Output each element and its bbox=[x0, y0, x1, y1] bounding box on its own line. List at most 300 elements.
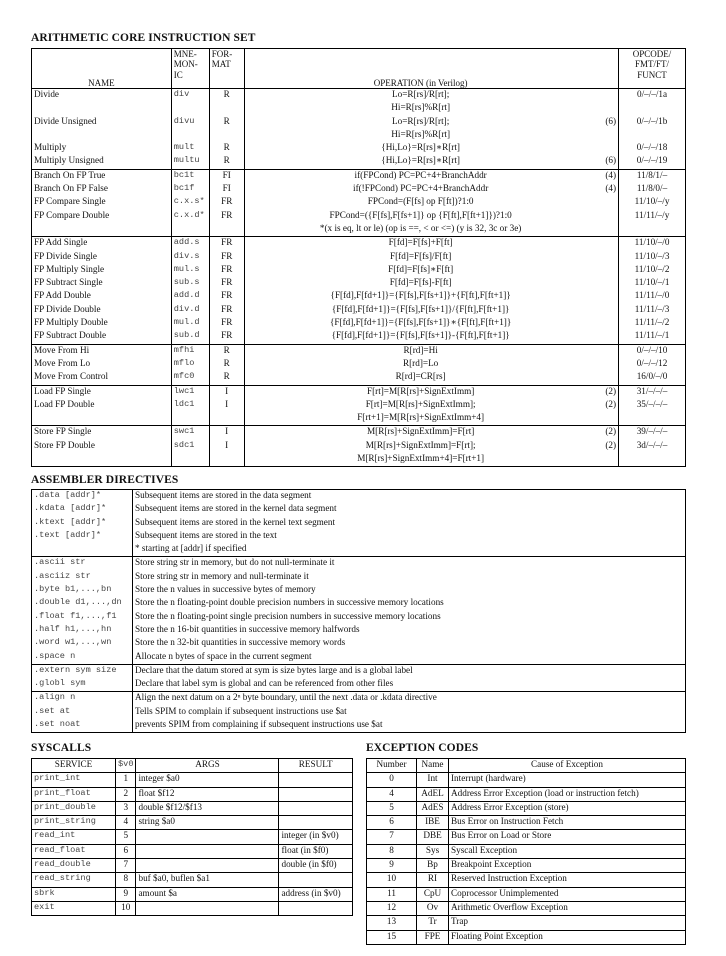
directive-row bbox=[32, 571, 686, 584]
instruction-row bbox=[32, 426, 686, 440]
instruction-mnemonic: add.s bbox=[171, 237, 209, 251]
directive-description: prevents SPIM from complaining if subsequent instructions use $at bbox=[135, 719, 383, 730]
directives-title: ASSEMBLER DIRECTIVES bbox=[31, 474, 179, 486]
instruction-mnemonic bbox=[171, 453, 209, 467]
directive-syntax: .data [addr]* bbox=[32, 490, 133, 504]
instruction-opcode bbox=[619, 412, 686, 426]
instruction-format: R bbox=[209, 116, 244, 129]
instruction-format: FR bbox=[209, 290, 244, 303]
instruction-operation: {F[fd],F[fd+1]}={F[fs],F[fs+1]}-{F[ft],F[ft+1]} bbox=[331, 330, 510, 341]
instruction-opcode bbox=[619, 102, 686, 115]
instruction-row bbox=[32, 371, 686, 385]
syscall-args bbox=[136, 859, 279, 873]
exception-name: RI bbox=[417, 873, 449, 887]
instruction-mnemonic bbox=[171, 129, 209, 142]
directive-description: Subsequent items are stored in the data segment bbox=[135, 490, 312, 500]
exception-cause: Syscall Exception bbox=[449, 844, 686, 858]
syscalls-title: SYSCALLS bbox=[31, 742, 92, 754]
exception-name: FPE bbox=[417, 930, 449, 944]
instruction-mnemonic: div.s bbox=[171, 251, 209, 264]
instruction-name: Branch On FP True bbox=[32, 169, 172, 183]
instruction-format: FI bbox=[209, 169, 244, 183]
exception-row bbox=[367, 801, 686, 815]
col-args: ARGS bbox=[136, 759, 279, 773]
instruction-row bbox=[32, 142, 686, 155]
syscall-service: read_float bbox=[32, 844, 116, 858]
instruction-name: Divide Unsigned bbox=[32, 116, 172, 129]
directive-description: Store string str in memory and null-terminate it bbox=[135, 570, 309, 581]
directive-syntax: .text [addr]* bbox=[32, 530, 133, 543]
instruction-format: FR bbox=[209, 317, 244, 330]
instruction-opcode: 11/10/–/2 bbox=[634, 263, 670, 274]
instruction-format: FR bbox=[209, 196, 244, 209]
syscall-result bbox=[279, 816, 353, 830]
exception-cause: Reserved Instruction Exception bbox=[449, 873, 686, 887]
instruction-operation: Lo=R[rs]/R[rt]; bbox=[392, 89, 450, 99]
syscall-row bbox=[32, 901, 353, 915]
instruction-opcode: 11/11/–/2 bbox=[634, 317, 670, 328]
arith-table bbox=[31, 48, 686, 467]
instruction-format bbox=[209, 129, 244, 142]
directive-syntax: .set noat bbox=[32, 719, 133, 733]
syscall-service: print_double bbox=[32, 801, 116, 815]
instruction-name: FP Add Single bbox=[32, 237, 172, 251]
directive-description: Declare that label sym is global and can be referenced from other files bbox=[135, 678, 394, 689]
directive-row bbox=[32, 490, 686, 504]
exception-row bbox=[367, 844, 686, 858]
exception-cause: Address Error Exception (load or instruction fetch) bbox=[449, 787, 686, 801]
instruction-operation: {F[fd],F[fd+1]}={F[fs],F[fs+1]}/{F[ft],F[ft+1]} bbox=[331, 303, 510, 314]
syscall-args: string $a0 bbox=[136, 816, 279, 830]
instruction-opcode: 11/11/–/1 bbox=[634, 330, 670, 341]
instruction-format: FR bbox=[209, 237, 244, 251]
col-opcode: OPCODE/ FMT/FT/ FUNCT bbox=[632, 49, 672, 80]
instruction-format: R bbox=[209, 155, 244, 169]
col-result: RESULT bbox=[279, 759, 353, 773]
instruction-operation: F[rt+1]=M[R[rs]+SignExtImm+4] bbox=[357, 412, 485, 423]
instruction-operation: F[fd]=F[fs]+F[ft] bbox=[388, 237, 453, 248]
syscall-service: sbrk bbox=[32, 887, 116, 901]
instruction-mnemonic: mul.s bbox=[171, 264, 209, 277]
exceptions-title: EXCEPTION CODES bbox=[366, 742, 479, 754]
exception-row bbox=[367, 916, 686, 930]
instruction-operation: {Hi,Lo}=R[rs]∗R[rt] bbox=[381, 142, 460, 153]
directive-row bbox=[32, 624, 686, 637]
instruction-mnemonic: mfc0 bbox=[171, 371, 209, 385]
col-v0: $v0 bbox=[116, 759, 136, 773]
instruction-opcode: 16/0/–/0 bbox=[636, 371, 668, 382]
syscall-result bbox=[279, 801, 353, 815]
exception-number: 6 bbox=[367, 816, 417, 830]
exception-cause: Floating Point Exception bbox=[449, 930, 686, 944]
col-service: SERVICE bbox=[32, 759, 116, 773]
instruction-opcode: 0/–/–/18 bbox=[636, 142, 668, 153]
instruction-operation: F[rt]=M[R[rs]+SignExtImm] bbox=[366, 385, 475, 396]
instruction-operation: R[rd]=CR[rs] bbox=[395, 371, 446, 382]
instruction-mnemonic bbox=[171, 223, 209, 237]
directive-description: Store string str in memory, but do not null-terminate it bbox=[135, 557, 335, 568]
instruction-operation: R[rd]=Lo bbox=[402, 357, 439, 368]
instruction-row bbox=[32, 196, 686, 209]
exception-name: DBE bbox=[417, 830, 449, 844]
syscall-row bbox=[32, 801, 353, 815]
directive-syntax: .align n bbox=[32, 692, 133, 706]
syscall-row bbox=[32, 787, 353, 801]
directive-row bbox=[32, 503, 686, 516]
instruction-note bbox=[597, 412, 619, 426]
instruction-format: R bbox=[209, 358, 244, 371]
instruction-opcode bbox=[619, 129, 686, 142]
exception-number: 13 bbox=[367, 916, 417, 930]
instruction-name: Move From Control bbox=[32, 371, 172, 385]
syscall-service: print_float bbox=[32, 787, 116, 801]
directive-row bbox=[32, 678, 686, 692]
instruction-mnemonic bbox=[171, 412, 209, 426]
instruction-opcode: 39/–/–/– bbox=[636, 426, 668, 437]
instruction-format bbox=[209, 102, 244, 115]
directive-description: Declare that the datum stored at sym is size bytes large and is a global label bbox=[135, 664, 413, 675]
syscall-v0: 10 bbox=[116, 901, 136, 915]
instruction-name bbox=[32, 453, 172, 467]
exception-row bbox=[367, 901, 686, 915]
instruction-format: R bbox=[209, 89, 244, 103]
syscall-service: exit bbox=[32, 901, 116, 915]
exception-row bbox=[367, 773, 686, 787]
instruction-mnemonic: mflo bbox=[171, 358, 209, 371]
syscall-v0: 6 bbox=[116, 844, 136, 858]
syscall-service: read_int bbox=[32, 830, 116, 844]
directive-syntax bbox=[32, 543, 133, 557]
instruction-name: Move From Lo bbox=[32, 358, 172, 371]
instruction-mnemonic: bc1f bbox=[171, 183, 209, 196]
exception-cause: Coprocessor Unimplemented bbox=[449, 887, 686, 901]
instruction-opcode: 0/–/–/1a bbox=[636, 89, 668, 99]
directive-syntax: .asciiz str bbox=[32, 571, 133, 584]
directive-syntax: .set at bbox=[32, 706, 133, 719]
directive-syntax: .ascii str bbox=[32, 557, 133, 571]
exceptions-table bbox=[366, 758, 686, 945]
instruction-row bbox=[32, 453, 686, 467]
directive-row bbox=[32, 719, 686, 733]
directive-row bbox=[32, 664, 686, 678]
instruction-opcode: 0/–/–/19 bbox=[636, 155, 668, 166]
instruction-mnemonic: sub.d bbox=[171, 330, 209, 344]
instruction-format: I bbox=[209, 385, 244, 399]
exception-row bbox=[367, 830, 686, 844]
directive-description: Allocate n bytes of space in the current segment bbox=[135, 650, 312, 661]
syscall-row bbox=[32, 887, 353, 901]
instruction-format bbox=[209, 453, 244, 467]
syscall-result: double (in $f0) bbox=[279, 859, 353, 873]
syscall-result bbox=[279, 873, 353, 887]
instruction-name: FP Subtract Double bbox=[32, 330, 172, 344]
instruction-operation: if(!FPCond) PC=PC+4+BranchAddr bbox=[353, 183, 489, 194]
syscall-service: print_string bbox=[32, 816, 116, 830]
instruction-note: (6) bbox=[597, 116, 619, 129]
instruction-row bbox=[32, 290, 686, 303]
exception-name: Tr bbox=[417, 916, 449, 930]
instruction-name bbox=[32, 129, 172, 142]
instruction-operation: Lo=R[rs]/R[rt]; bbox=[392, 115, 450, 126]
col-number: Number bbox=[367, 759, 417, 773]
instruction-operation: M[R[rs]+SignExtImm]=F[rt] bbox=[366, 426, 475, 437]
instruction-row bbox=[32, 399, 686, 412]
syscall-v0: 4 bbox=[116, 816, 136, 830]
instruction-row bbox=[32, 169, 686, 183]
syscall-result: address (in $v0) bbox=[279, 887, 353, 901]
exception-row bbox=[367, 887, 686, 901]
instruction-operation: {F[fd],F[fd+1]}={F[fs],F[fs+1]}+{F[ft],F[ft+1]} bbox=[330, 290, 511, 301]
exception-number: 5 bbox=[367, 801, 417, 815]
col-operation: OPERATION (in Verilog) bbox=[373, 77, 468, 88]
instruction-opcode: 11/8/1/– bbox=[636, 169, 668, 180]
instruction-name: Branch On FP False bbox=[32, 183, 172, 196]
instruction-note bbox=[597, 317, 619, 330]
col-mnemonic: MNE- MON- IC bbox=[171, 49, 209, 89]
instruction-name bbox=[32, 102, 172, 115]
syscall-row bbox=[32, 844, 353, 858]
instruction-opcode: 11/8/0/– bbox=[636, 183, 668, 194]
instruction-note: (4) bbox=[597, 169, 619, 183]
exception-row bbox=[367, 859, 686, 873]
instruction-row bbox=[32, 304, 686, 317]
col-name: NAME bbox=[32, 49, 172, 89]
syscall-args bbox=[136, 901, 279, 915]
instruction-mnemonic: sdc1 bbox=[171, 440, 209, 453]
syscall-service: read_double bbox=[32, 859, 116, 873]
instruction-name: FP Multiply Single bbox=[32, 264, 172, 277]
instruction-mnemonic: c.x.s* bbox=[171, 196, 209, 209]
instruction-operation: F[fd]=F[fs]/F[ft] bbox=[389, 250, 452, 261]
instruction-name: Store FP Single bbox=[32, 426, 172, 440]
syscall-row bbox=[32, 773, 353, 787]
instruction-row bbox=[32, 102, 686, 115]
exception-name: Ov bbox=[417, 901, 449, 915]
instruction-name: Divide bbox=[32, 89, 172, 103]
instruction-note: (6) bbox=[597, 155, 619, 169]
instruction-name: Multiply bbox=[32, 142, 172, 155]
instruction-mnemonic: div bbox=[171, 89, 209, 103]
exception-number: 4 bbox=[367, 787, 417, 801]
instruction-mnemonic: mul.d bbox=[171, 317, 209, 330]
instruction-mnemonic: sub.s bbox=[171, 277, 209, 290]
instruction-row bbox=[32, 385, 686, 399]
instruction-note bbox=[597, 371, 619, 385]
directive-row bbox=[32, 557, 686, 571]
instruction-operation: F[rt]=M[R[rs]+SignExtImm]; bbox=[365, 398, 476, 409]
instruction-format: FR bbox=[209, 277, 244, 290]
directive-description: Align the next datum on a 2ⁿ byte boundary, until the next .data or .kdata directive bbox=[135, 692, 437, 703]
directive-row bbox=[32, 651, 686, 665]
exception-number: 7 bbox=[367, 830, 417, 844]
directives-table bbox=[31, 489, 686, 733]
instruction-name: FP Compare Double bbox=[32, 210, 172, 223]
directive-row bbox=[32, 692, 686, 706]
instruction-name bbox=[32, 223, 172, 237]
instruction-mnemonic: mfhi bbox=[171, 344, 209, 358]
instruction-format: FR bbox=[209, 210, 244, 223]
instruction-row bbox=[32, 89, 686, 103]
exception-name: Int bbox=[417, 773, 449, 787]
instruction-name: Store FP Double bbox=[32, 440, 172, 453]
directive-syntax: .globl sym bbox=[32, 678, 133, 692]
instruction-note bbox=[597, 129, 619, 142]
syscall-service: print_int bbox=[32, 773, 116, 787]
exception-cause: Arithmetic Overflow Exception bbox=[449, 901, 686, 915]
instruction-operation: M[R[rs]+SignExtImm+4]=F[rt+1] bbox=[357, 453, 485, 464]
col-exc-name: Name bbox=[417, 759, 449, 773]
directive-syntax: .extern sym size bbox=[32, 664, 133, 678]
instruction-note: (2) bbox=[597, 385, 619, 399]
instruction-row bbox=[32, 440, 686, 453]
directive-syntax: .space n bbox=[32, 651, 133, 665]
syscall-args: double $f12/$f13 bbox=[136, 801, 279, 815]
directive-syntax: .ktext [addr]* bbox=[32, 517, 133, 530]
directive-description: Tells SPIM to complain if subsequent instructions use $at bbox=[135, 705, 347, 716]
instruction-row bbox=[32, 251, 686, 264]
exception-row bbox=[367, 873, 686, 887]
instruction-opcode: 0/–/–/10 bbox=[636, 344, 668, 355]
instruction-name: Move From Hi bbox=[32, 344, 172, 358]
directive-description: * starting at [addr] if specified bbox=[135, 543, 247, 554]
exception-name: AdES bbox=[417, 801, 449, 815]
instruction-note bbox=[597, 237, 619, 251]
instruction-note bbox=[597, 358, 619, 371]
directive-syntax: .byte b1,...,bn bbox=[32, 584, 133, 597]
instruction-mnemonic: lwc1 bbox=[171, 385, 209, 399]
instruction-row bbox=[32, 183, 686, 196]
instruction-operation: Hi=R[rs]%R[rt] bbox=[391, 128, 451, 139]
instruction-name: FP Divide Double bbox=[32, 304, 172, 317]
directive-row bbox=[32, 706, 686, 719]
instruction-operation: {Hi,Lo}=R[rs]∗R[rt] bbox=[381, 155, 460, 166]
instruction-mnemonic: add.d bbox=[171, 290, 209, 303]
instruction-operation: FPCond=({F[fs],F[fs+1]} op {F[ft],F[ft+1]})?1:0 bbox=[329, 209, 512, 220]
instruction-opcode: 11/11/–/y bbox=[634, 209, 670, 220]
instruction-opcode: 11/10/–/3 bbox=[634, 250, 670, 261]
instruction-opcode: 0/–/–/12 bbox=[636, 357, 668, 368]
directive-description: Subsequent items are stored in the kernel text segment bbox=[135, 516, 336, 527]
directive-syntax: .double d1,...,dn bbox=[32, 597, 133, 610]
directive-row bbox=[32, 611, 686, 624]
instruction-opcode: 31/–/–/– bbox=[636, 385, 668, 396]
instruction-note: (2) bbox=[597, 399, 619, 412]
syscall-v0: 9 bbox=[116, 887, 136, 901]
directive-description: Subsequent items are stored in the text bbox=[135, 529, 277, 540]
instruction-row bbox=[32, 210, 686, 223]
instruction-row bbox=[32, 330, 686, 344]
instruction-format bbox=[209, 223, 244, 237]
exception-number: 12 bbox=[367, 901, 417, 915]
exception-row bbox=[367, 930, 686, 944]
directive-row bbox=[32, 530, 686, 543]
instruction-opcode: 3d/–/–/– bbox=[636, 439, 668, 450]
syscall-result: float (in $f0) bbox=[279, 844, 353, 858]
instruction-opcode: 11/10/–/1 bbox=[634, 277, 670, 288]
instruction-mnemonic: c.x.d* bbox=[171, 210, 209, 223]
exception-name: AdEL bbox=[417, 787, 449, 801]
exception-number: 9 bbox=[367, 859, 417, 873]
exception-row bbox=[367, 787, 686, 801]
syscall-args: float $f12 bbox=[136, 787, 279, 801]
exception-number: 10 bbox=[367, 873, 417, 887]
instruction-format: FR bbox=[209, 304, 244, 317]
syscall-v0: 7 bbox=[116, 859, 136, 873]
instruction-note bbox=[597, 89, 619, 103]
exception-row bbox=[367, 816, 686, 830]
exception-number: 15 bbox=[367, 930, 417, 944]
instruction-opcode bbox=[619, 453, 686, 467]
directive-row bbox=[32, 543, 686, 557]
col-format: FOR- MAT bbox=[209, 49, 244, 89]
instruction-name: Load FP Double bbox=[32, 399, 172, 412]
instruction-name: FP Add Double bbox=[32, 290, 172, 303]
instruction-format: FI bbox=[209, 183, 244, 196]
syscall-args bbox=[136, 830, 279, 844]
instruction-format bbox=[209, 412, 244, 426]
instruction-row bbox=[32, 412, 686, 426]
instruction-name: FP Multiply Double bbox=[32, 317, 172, 330]
instruction-row bbox=[32, 223, 686, 237]
directive-row bbox=[32, 597, 686, 610]
instruction-format: FR bbox=[209, 251, 244, 264]
instruction-format: I bbox=[209, 426, 244, 440]
instruction-format: R bbox=[209, 344, 244, 358]
syscall-row bbox=[32, 830, 353, 844]
instruction-note bbox=[597, 264, 619, 277]
instruction-name: FP Compare Single bbox=[32, 196, 172, 209]
exception-cause: Breakpoint Exception bbox=[449, 859, 686, 873]
instruction-row bbox=[32, 358, 686, 371]
instruction-format: R bbox=[209, 142, 244, 155]
instruction-operation: Hi=R[rs]%R[rt] bbox=[391, 102, 451, 113]
instruction-mnemonic bbox=[171, 102, 209, 115]
syscall-result bbox=[279, 787, 353, 801]
exception-cause: Trap bbox=[449, 916, 686, 930]
instruction-row bbox=[32, 116, 686, 129]
directive-description: Store the n 16-bit quantities in successive memory halfwords bbox=[135, 623, 360, 634]
instruction-name: FP Divide Single bbox=[32, 251, 172, 264]
exception-number: 0 bbox=[367, 773, 417, 787]
directive-row bbox=[32, 584, 686, 597]
exception-name: IBE bbox=[417, 816, 449, 830]
instruction-note bbox=[597, 251, 619, 264]
syscall-v0: 3 bbox=[116, 801, 136, 815]
exception-cause: Address Error Exception (store) bbox=[449, 801, 686, 815]
instruction-name bbox=[32, 412, 172, 426]
instruction-note bbox=[597, 290, 619, 303]
instruction-note bbox=[597, 344, 619, 358]
instruction-note bbox=[597, 196, 619, 209]
instruction-note bbox=[597, 102, 619, 115]
directive-row bbox=[32, 517, 686, 530]
instruction-format: I bbox=[209, 440, 244, 453]
instruction-note: (2) bbox=[597, 440, 619, 453]
exception-name: Bp bbox=[417, 859, 449, 873]
instruction-mnemonic: mult bbox=[171, 142, 209, 155]
instruction-note bbox=[597, 210, 619, 223]
exception-number: 8 bbox=[367, 844, 417, 858]
instruction-note bbox=[597, 304, 619, 317]
syscall-v0: 2 bbox=[116, 787, 136, 801]
syscall-v0: 5 bbox=[116, 830, 136, 844]
instruction-row bbox=[32, 277, 686, 290]
syscall-result bbox=[279, 773, 353, 787]
instruction-note: (4) bbox=[597, 183, 619, 196]
instruction-operation: R[rd]=Hi bbox=[403, 344, 438, 355]
instruction-opcode: 11/10/–/0 bbox=[634, 237, 670, 248]
syscall-result bbox=[279, 901, 353, 915]
